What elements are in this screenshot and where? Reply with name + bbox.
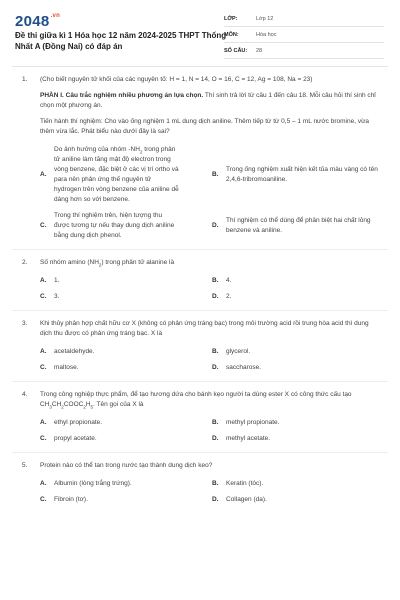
answer-options <box>40 145 380 241</box>
subscript: 2 <box>139 149 143 155</box>
option-letter: D. <box>212 435 219 442</box>
option-a[interactable] <box>40 479 212 489</box>
option-text <box>54 145 179 205</box>
subscript: 2 <box>83 404 86 410</box>
option-letter: A. <box>40 277 47 284</box>
option-c[interactable] <box>40 211 212 241</box>
option-a[interactable] <box>40 276 212 286</box>
option-text: 1. <box>54 277 60 284</box>
option-letter: C. <box>40 293 47 300</box>
question-number: 1. <box>22 76 28 83</box>
option-a[interactable] <box>40 418 212 428</box>
header <box>0 0 400 66</box>
option-text: Trong thí nghiệm trên, hiện tượng thu được tương tự nếu thay dung dịch aniline bằng dung dịch phenol. <box>54 212 175 239</box>
option-letter: D. <box>212 222 219 229</box>
option-c[interactable] <box>40 495 212 505</box>
answer-options <box>40 418 380 444</box>
option-letter: B. <box>212 171 219 178</box>
logo-text: 2048 <box>15 13 50 30</box>
option-letter: D. <box>212 364 219 371</box>
question-stem: Protein nào có thể tan trong nước tạo thành dung dịch keo? <box>40 462 213 469</box>
page-title: Đề thi giữa kì 1 Hóa học 12 năm 2024-2025 THPT Thống Nhất A (Đồng Nai) có đáp án <box>15 31 227 51</box>
stem-part: H <box>85 401 91 408</box>
option-text: Collagen (da). <box>226 496 267 503</box>
header-divider <box>12 66 388 67</box>
option-b[interactable] <box>212 479 380 489</box>
meta-row-class <box>224 11 384 27</box>
meta-label: SỐ CÂU: <box>224 47 248 54</box>
option-text: glycerol. <box>226 348 251 355</box>
question-5 <box>0 461 400 505</box>
option-d[interactable] <box>212 292 380 302</box>
question-stem <box>40 390 380 410</box>
question-separator <box>12 452 388 453</box>
option-b[interactable] <box>212 418 380 428</box>
option-letter: C. <box>40 364 47 371</box>
stem-part: COOC <box>63 401 84 408</box>
option-text: maltose. <box>54 364 79 371</box>
option-text: 3. <box>54 293 60 300</box>
option-d[interactable] <box>212 495 380 505</box>
option-letter: C. <box>40 222 47 229</box>
section-text: Thí sinh trả lời từ câu 1 đến câu 18. Mỗi câu hỏi thí sinh chỉ chọn một phương án. <box>40 92 376 109</box>
option-b[interactable] <box>212 276 380 286</box>
subscript: 2 <box>61 404 64 410</box>
question-intro: (Cho biết nguyên tử khối của các nguyên tố: H = 1, N = 14, O = 16, C = 12, Ag = 108, Na = 23) <box>40 76 313 83</box>
option-letter: C. <box>40 496 47 503</box>
meta-row-count <box>224 43 384 59</box>
option-c[interactable] <box>40 363 212 373</box>
option-text: ethyl propionate. <box>54 419 103 426</box>
question-4 <box>0 390 400 444</box>
option-letter: B. <box>212 480 219 487</box>
option-c[interactable] <box>40 434 212 444</box>
question-number: 5. <box>22 462 28 469</box>
answer-options <box>40 276 380 302</box>
option-letter: C. <box>40 435 47 442</box>
stem-part: Trong công nghiệp thực phẩm, để tạo hương dứa cho bánh kẹo người ta dùng ester X có công thức cấu tạo CH <box>40 391 352 408</box>
answer-options <box>40 347 380 373</box>
meta-value: Hóa học <box>256 31 277 38</box>
question-stem: Tiến hành thí nghiệm: Cho vào ống nghiệm 1 mL dung dịch aniline. Thêm tiếp từ từ 0,5 – 1 mL nước bromine, vừa thêm vừa lắc. Phát biểu nào dưới đây là sai? <box>40 118 370 135</box>
answer-options <box>40 479 380 505</box>
option-letter: A. <box>40 480 47 487</box>
subscript: 2 <box>98 262 102 268</box>
option-b[interactable] <box>212 145 380 205</box>
meta-value: 28 <box>256 47 263 54</box>
meta-label: LỚP: <box>224 15 238 22</box>
option-text: methyl propionate. <box>226 419 280 426</box>
subscript: 3 <box>49 404 52 410</box>
meta-row-subject <box>224 27 384 43</box>
option-text: Keratin (tóc). <box>226 480 264 487</box>
option-a[interactable] <box>40 145 212 205</box>
option-text: saccharose. <box>226 364 262 371</box>
exam-meta <box>224 11 384 59</box>
question-stem: Khi thủy phân hợp chất hữu cơ X (không có phản ứng tráng bạc) trong môi trường acid rồi trung hòa acid thì dung dịch thu được có phản ứng tráng bạc. X là <box>40 320 369 337</box>
meta-value: Lớp 12 <box>256 15 274 22</box>
option-text: Fibroin (tơ). <box>54 496 88 503</box>
option-text: 4. <box>226 277 232 284</box>
question-number: 3. <box>22 320 28 327</box>
option-text: propyl acetate. <box>54 435 97 442</box>
question-1 <box>0 75 400 241</box>
question-3 <box>0 319 400 373</box>
stem-part: CH <box>51 401 62 408</box>
question-list <box>0 75 400 505</box>
question-separator <box>12 249 388 250</box>
option-a[interactable] <box>40 347 212 357</box>
question-separator <box>12 310 388 311</box>
site-logo[interactable] <box>15 13 60 30</box>
option-letter: B. <box>212 277 219 284</box>
question-separator <box>12 381 388 382</box>
option-text: acetaldehyde. <box>54 348 95 355</box>
option-b[interactable] <box>212 347 380 357</box>
option-text: Albumin (lòng trắng trứng). <box>54 480 132 487</box>
option-letter: A. <box>40 348 47 355</box>
logo-suffix: .vn <box>50 13 61 19</box>
question-number: 2. <box>22 259 28 266</box>
subscript: 5 <box>90 404 94 410</box>
question-stem <box>40 258 380 268</box>
question-number: 4. <box>22 391 28 398</box>
stem-part: . Tên gọi của X là <box>93 401 144 408</box>
option-c[interactable] <box>40 292 212 302</box>
option-letter: B. <box>212 419 219 426</box>
stem-part: Số nhóm amino (NH <box>40 259 99 266</box>
section-heading: PHẦN I. Câu trắc nghiệm nhiều phương án lựa chọn. <box>40 92 204 99</box>
option-letter: D. <box>212 293 219 300</box>
option-text: methyl acetate. <box>226 435 271 442</box>
option-text-part: trong phân tử aniline làm tăng mật độ electron trong vòng benzene, đặc biệt ở các vị trí ortho và para nên phản ứng thế nguyên tử hydrogen trên vòng benzene của aniline dễ dàng hơn so với benzene. <box>54 146 179 203</box>
option-letter: A. <box>40 171 47 178</box>
option-d[interactable] <box>212 211 380 241</box>
option-d[interactable] <box>212 363 380 373</box>
option-letter: B. <box>212 348 219 355</box>
option-text-part: Do ảnh hưởng của nhóm -NH <box>54 146 140 153</box>
section-instruction <box>40 91 380 111</box>
meta-label: MÔN: <box>224 31 239 38</box>
option-text: 2. <box>226 293 232 300</box>
stem-part: ) trong phân tử alanine là <box>101 259 175 266</box>
option-d[interactable] <box>212 434 380 444</box>
option-letter: D. <box>212 496 219 503</box>
option-text: Thí nghiệm có thể dùng để phân biệt hai chất lỏng benzene và aniline. <box>226 217 371 234</box>
option-letter: A. <box>40 419 47 426</box>
option-text: Trong ống nghiệm xuất hiện kết tủa màu vàng có tên 2,4,6-tribromoaniline. <box>226 166 378 183</box>
question-2 <box>0 258 400 302</box>
